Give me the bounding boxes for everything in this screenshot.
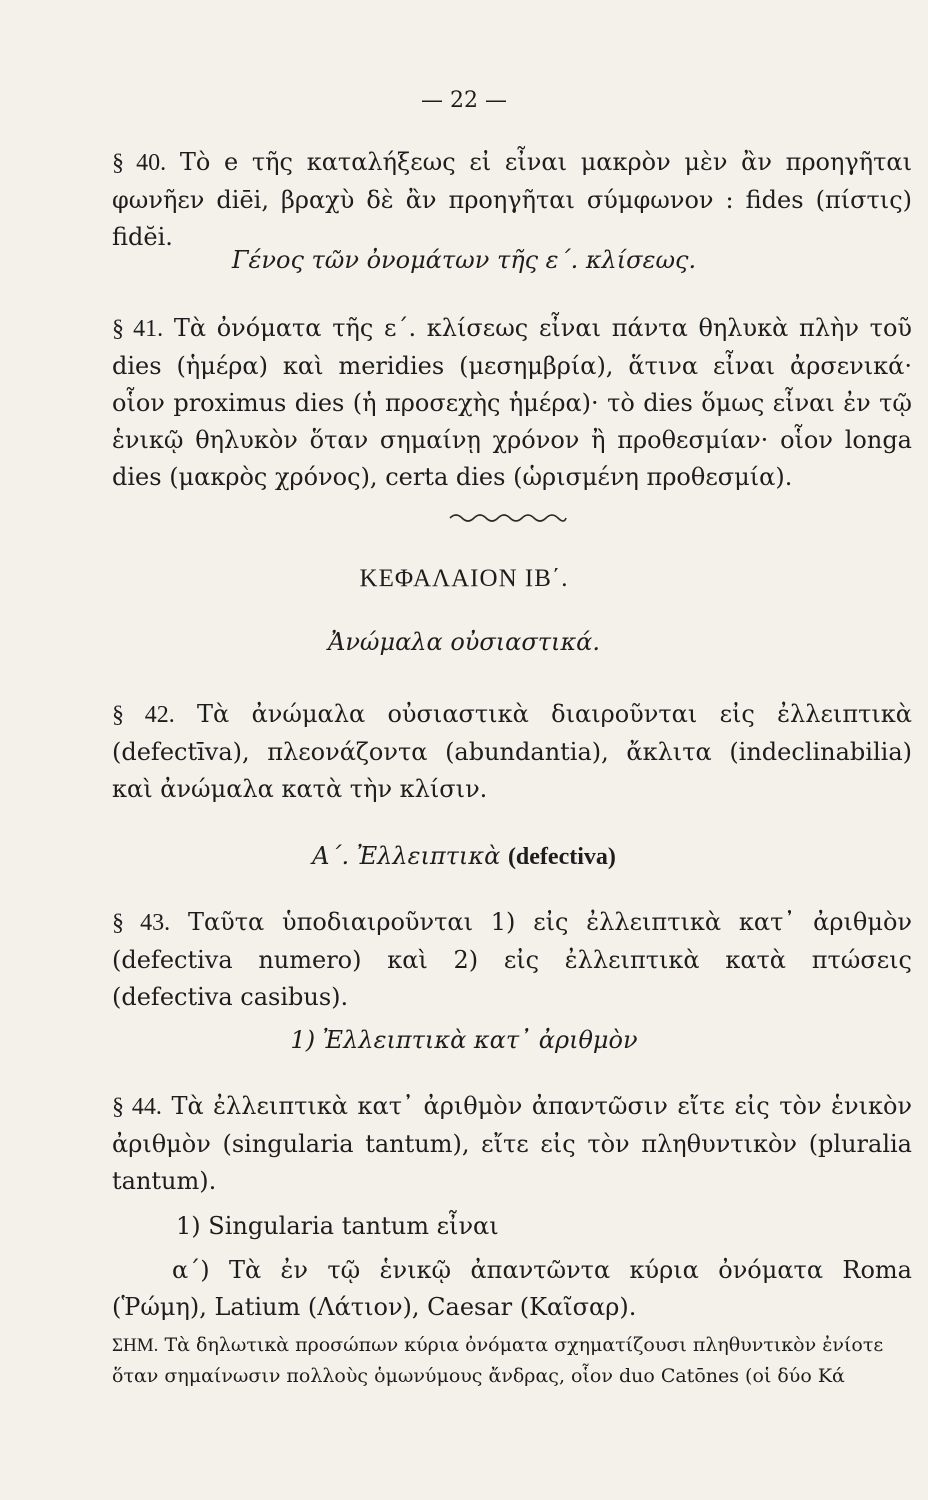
heading-greek: Α΄. Ἐλλειπτικὰ — [312, 842, 501, 870]
heading-defectiva — [0, 842, 928, 871]
paragraph-text: Τὰ ἀνώμαλα οὐσιαστικὰ διαιροῦνται εἰς ἐλλειπτικὰ (defectīva), πλεονάζοντα (abundantia), ἄκλιτα (indeclinabilia) καὶ ἀνώμαλα κατὰ τὴν κλίσιν. — [112, 700, 912, 803]
section-number: § 44. — [112, 1094, 162, 1120]
paragraph-43 — [112, 904, 912, 1016]
paragraph-text: Τὰ ὀνόματα τῆς ε΄. κλίσεως εἶναι πάντα θηλυκὰ πλὴν τοῦ dies (ἡμέρα) καὶ meridies (μεσημβρία), ἅτινα εἶναι ἀρσενικά· οἷον proximus dies (ἡ προσεχὴς ἡμέρα)· τὸ dies ὅμως εἶναι ἐν τῷ ἑνικῷ θηλυκὸν ὅταν σημαίνῃ χρόνον ἢ προθεσμίαν· οἷον longa dies (μακρὸς χρόνος), certa dies (ὡρισμένη προθεσμία). — [112, 314, 913, 491]
section-number: § 41. — [112, 316, 164, 342]
chapter-subtitle: Ἀνώμαλα οὐσιαστικά. — [327, 628, 601, 656]
list-item-singularia: 1) Singularia tantum εἶναι — [176, 1212, 499, 1240]
heading-gender: Γένος τῶν ὀνομάτων τῆς ε΄. κλίσεως. — [231, 246, 697, 274]
section-number: § 40. — [112, 150, 167, 176]
footnote — [112, 1330, 924, 1392]
heading-latin: (defectiva) — [507, 844, 616, 870]
section-number: § 43. — [112, 910, 171, 936]
heading-by-number: 1) Ἐλλειπτικὰ κατ᾽ ἀριθμὸν — [290, 1026, 638, 1054]
paragraph-text: Ταῦτα ὑποδιαιροῦνται 1) εἰς ἐλλειπτικὰ κατ᾽ ἀριθμὸν (defectiva numero) καὶ 2) εἰς ἐλλειπτικὰ κατὰ πτώσεις (defectiva casibus). — [112, 908, 912, 1011]
footnote-text: Τὰ δηλωτικὰ προσώπων κύρια ὀνόματα σχηματίζουσι πληθυντικὸν ἐνίοτε ὅταν σημαίνωσιν πολλοὺς ὁμωνύμους ἄνδρας, οἷον duo Catōnes (οἱ δύο Κά — [112, 1334, 884, 1387]
footnote-label: ΣΗΜ. — [112, 1335, 159, 1356]
paragraph-42 — [112, 696, 912, 808]
chapter-title: ΚΕΦΑΛΑΙΟΝ ΙΒ΄. — [359, 565, 569, 592]
section-number: § 42. — [112, 702, 175, 728]
paragraph-40 — [112, 144, 912, 256]
paragraph-text: Τὰ ἐλλειπτικὰ κατ᾽ ἀριθμὸν ἀπαντῶσιν εἴτε εἰς τὸν ἑνικὸν ἀριθμὸν (singularia tantum), εἴτε εἰς τὸν πληθυντικὸν (pluralia tantum). — [112, 1092, 913, 1195]
page-number: — 22 — — [421, 88, 507, 113]
paragraph-text: Τὸ e τῆς καταλήξεως εἰ εἶναι μακρὸν μὲν ἂν προηγῆται φωνῆεν diēi, βραχὺ δὲ ἂν προηγῆται σύμφωνον : fides (πίστις) fidĕi. — [112, 148, 912, 251]
paragraph-41 — [112, 310, 912, 496]
list-item-a: α΄) Τὰ ἐν τῷ ἑνικῷ ἀπαντῶντα κύρια ὀνόματα Roma (Ῥώμη), Latium (Λάτιον), Caesar (Καῖσαρ). — [112, 1256, 912, 1321]
wavy-ornament — [448, 508, 568, 528]
paragraph-44 — [112, 1088, 912, 1200]
